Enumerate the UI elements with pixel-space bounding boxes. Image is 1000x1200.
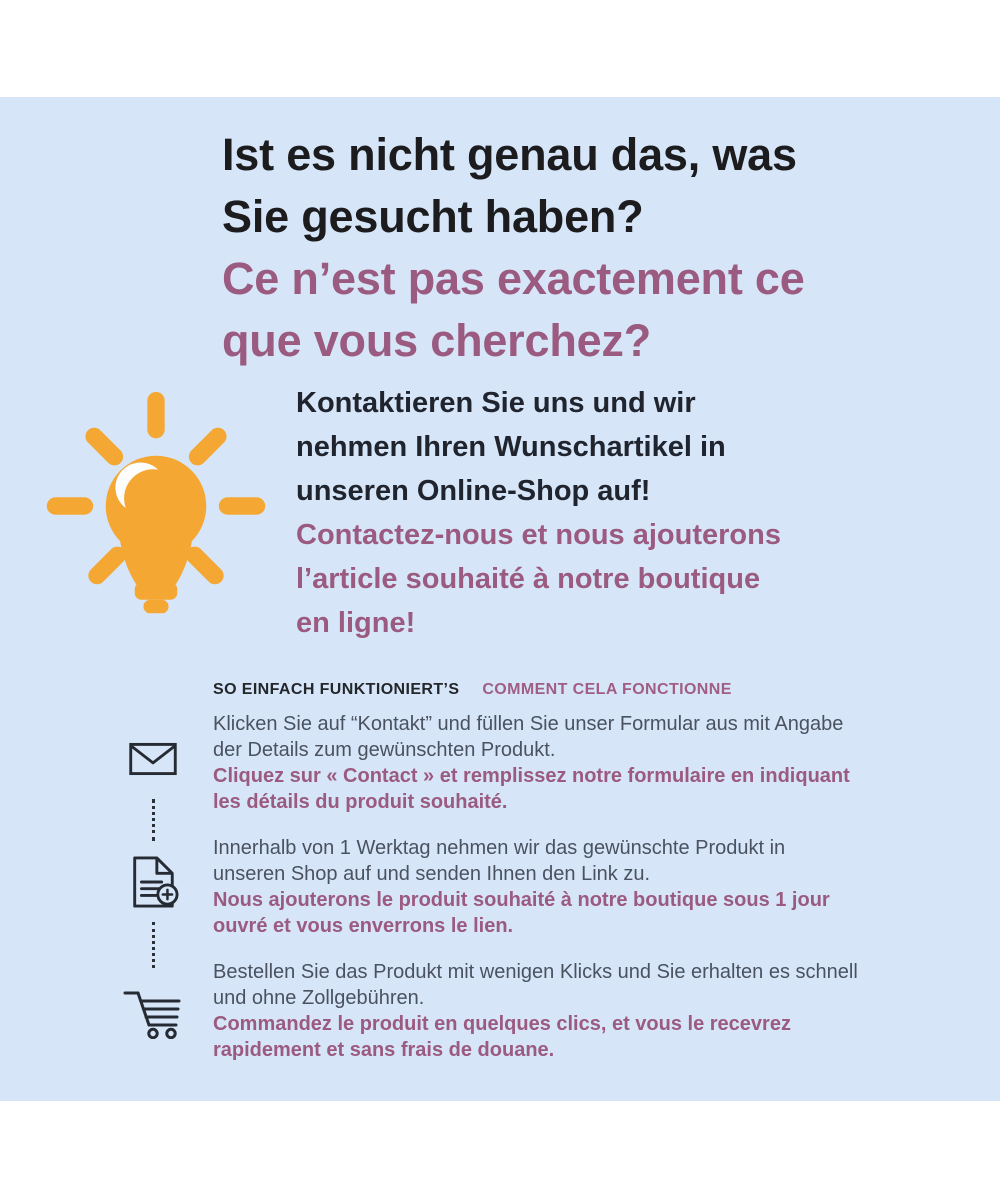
step-german-line: Bestellen Sie das Produkt mit wenigen Klicks und Sie erhalten es schnell [213, 961, 858, 983]
step-german-line: und ohne Zollgebühren. [213, 987, 425, 1009]
step-contact [213, 711, 993, 815]
step-french-line: ouvré et vous enverrons le lien. [213, 915, 514, 937]
dotted-connector [152, 922, 155, 968]
document-add-icon [127, 856, 179, 908]
steps-list [213, 711, 993, 1083]
how-it-works-french: COMMENT CELA FONCTIONNE [482, 681, 732, 698]
intro-french-line: l’article souhaité à notre boutique [296, 563, 761, 595]
step-french-line: Nous ajouterons le produit souhaité à notre boutique sous 1 jour [213, 889, 830, 911]
step-french-line: rapidement et sans frais de douane. [213, 1039, 555, 1061]
dotted-connector [152, 799, 155, 841]
how-it-works-german: SO EINFACH FUNKTIONIERT’S [213, 681, 460, 698]
heading-french-line: Ce n’est pas exactement ce [222, 253, 805, 304]
step-german-line: der Details zum gewünschten Produkt. [213, 739, 556, 761]
envelope-icon [129, 742, 177, 776]
heading-german-line: Ist es nicht genau das, was [222, 129, 797, 180]
main-heading [222, 124, 805, 372]
intro-french-line: Contactez-nous et nous ajouterons [296, 519, 781, 551]
step-order [213, 959, 993, 1063]
intro-german-line: unseren Online-Shop auf! [296, 475, 651, 507]
step-german-line: Klicken Sie auf “Kontakt” und füllen Sie unser Formular aus mit Angabe [213, 713, 844, 735]
heading-french-line: que vous cherchez? [222, 315, 652, 366]
intro-french-line: en ligne! [296, 607, 416, 639]
shopping-cart-icon [122, 987, 182, 1039]
step-german-line: Innerhalb von 1 Werktag nehmen wir das gewünschte Produkt in [213, 837, 786, 859]
step-french-line: les détails du produit souhaité. [213, 791, 508, 813]
heading-german-line: Sie gesucht haben? [222, 191, 644, 242]
intro-text [296, 381, 781, 645]
step-add-product [213, 835, 993, 939]
intro-german-line: nehmen Ihren Wunschartikel in [296, 431, 726, 463]
lightbulb-icon [44, 390, 268, 622]
step-french-line: Commandez le produit en quelques clics, et vous le recevrez [213, 1013, 791, 1035]
how-it-works-header [213, 681, 732, 699]
step-german-line: unseren Shop auf und senden Ihnen den Link zu. [213, 863, 651, 885]
step-french-line: Cliquez sur « Contact » et remplissez notre formulaire en indiquant [213, 765, 850, 787]
intro-german-line: Kontaktieren Sie uns und wir [296, 387, 696, 419]
